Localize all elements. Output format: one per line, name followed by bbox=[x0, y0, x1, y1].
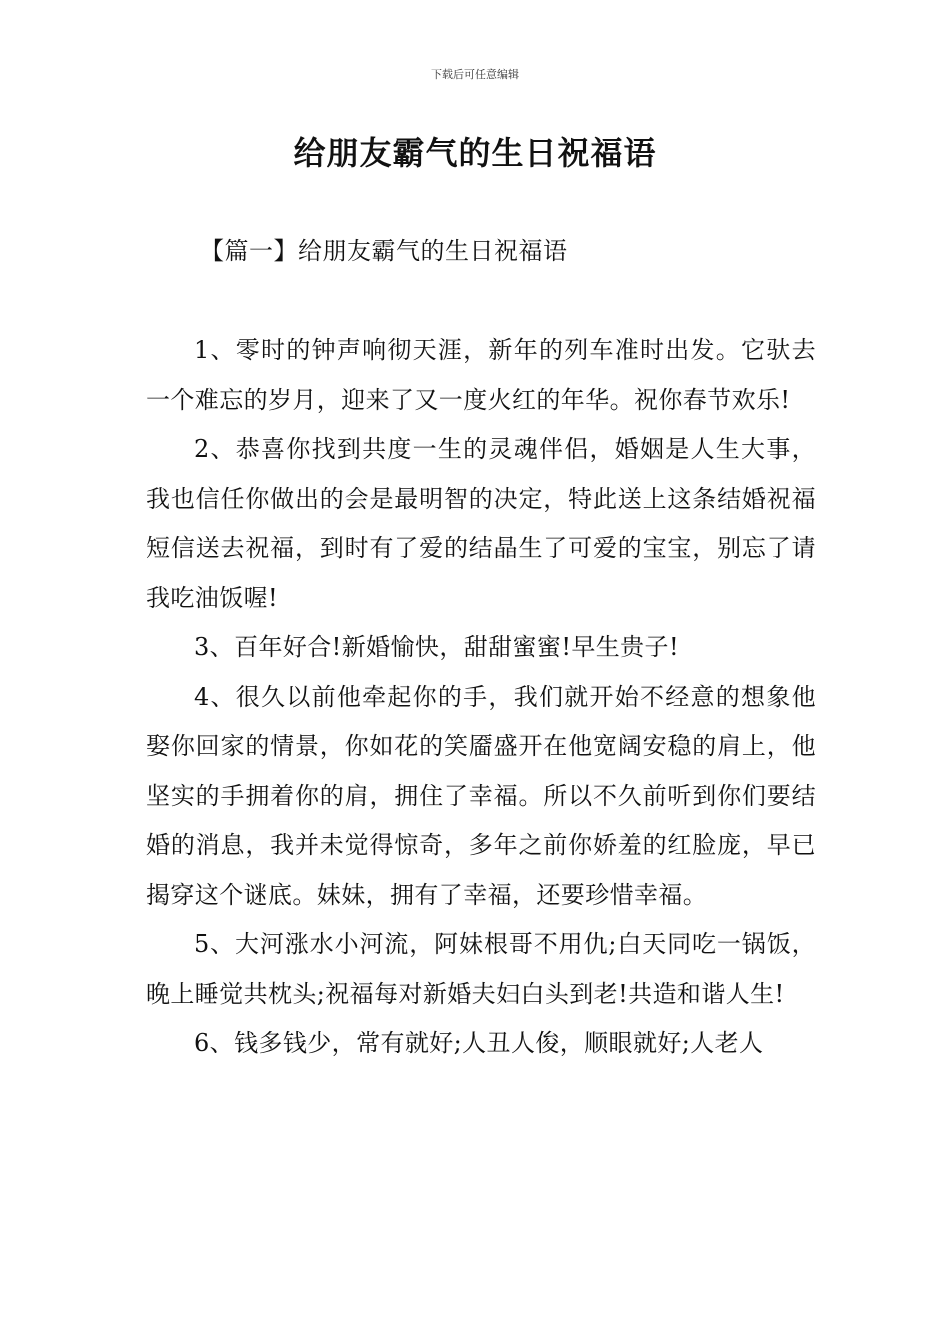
section-heading: 【篇一】给朋友霸气的生日祝福语 bbox=[200, 237, 568, 265]
paragraph-2: 2、恭喜你找到共度一生的灵魂伴侣，婚姻是人生大事，我也信任你做出的会是最明智的决定，特此送上这条结婚祝福短信送去祝福，到时有了爱的结晶生了可爱的宝宝，别忘了请我吃油饭喔! bbox=[146, 435, 816, 612]
paragraph-3: 3、百年好合!新婚愉快，甜甜蜜蜜!早生贵子! bbox=[194, 633, 680, 661]
paragraph-6: 6、钱多钱少，常有就好;人丑人俊，顺眼就好;人老人 bbox=[194, 1029, 764, 1057]
paragraph-4: 4、很久以前他牵起你的手，我们就开始不经意的想象他娶你回家的情景，你如花的笑靥盛开在他宽阔安稳的肩上，他坚实的手拥着你的肩，拥住了幸福。所以不久前听到你们要结婚的消息，我并未觉得惊奇，多年之前你娇羞的红脸庞，早已揭穿这个谜底。妹妹，拥有了幸福，还要珍惜幸福。 bbox=[146, 682, 816, 909]
document-title: 给朋友霸气的生日祝福语 bbox=[293, 134, 657, 172]
document-body bbox=[146, 326, 816, 1069]
paragraph-5: 5、大河涨水小河流，阿妹根哥不用仇;白天同吃一锅饭，晚上睡觉共枕头;祝福每对新婚夫妇白头到老!共造和谐人生! bbox=[146, 930, 816, 1008]
paragraph-1: 1、零时的钟声响彻天涯，新年的列车准时出发。它驮去一个难忘的岁月，迎来了又一度火红的年华。祝你春节欢乐! bbox=[146, 336, 816, 414]
header-note: 下载后可任意编辑 bbox=[431, 68, 519, 81]
